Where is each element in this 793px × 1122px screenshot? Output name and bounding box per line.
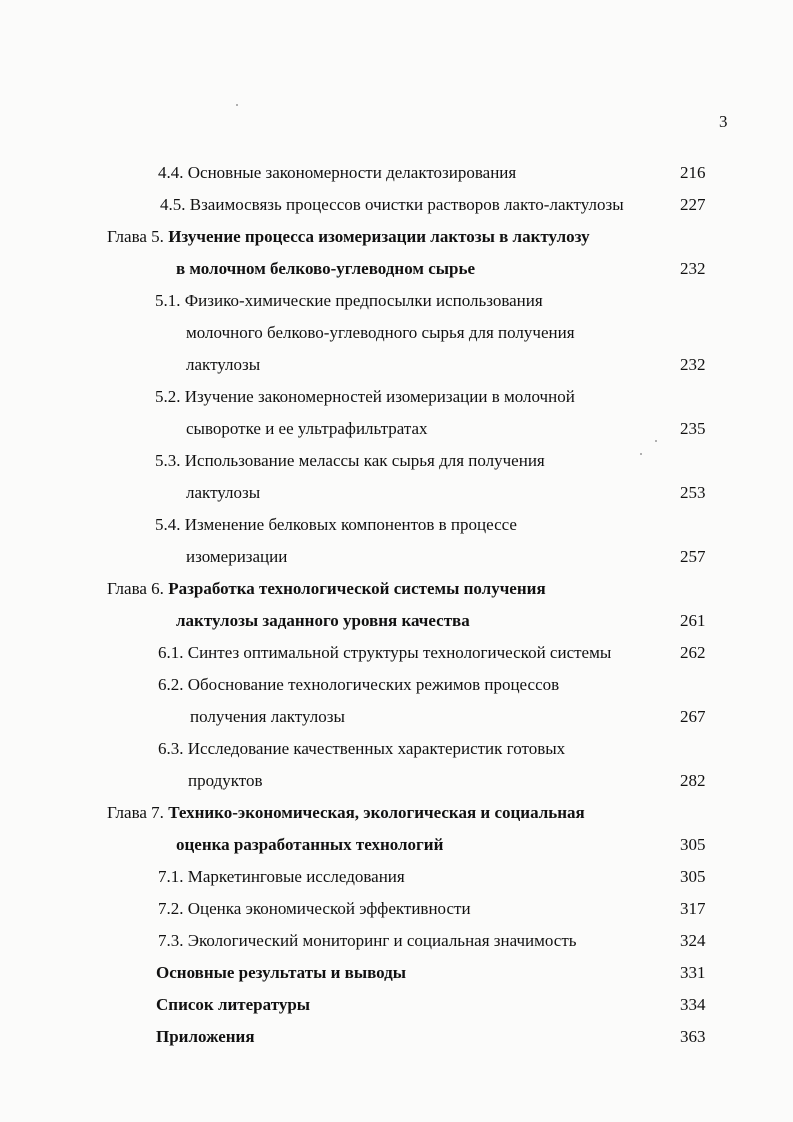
toc-entry-7-1: 7.1. Маркетинговые исследования [158,867,405,886]
toc-chapter-5-title [107,224,590,250]
chapter-5-title-line-1: Изучение процесса изомеризации лактозы в лактулозу [168,227,590,246]
toc-entry-7-2: 7.2. Оценка экономической эффективности [158,899,471,918]
toc-page-5-1: 232 [680,355,706,374]
toc-entry-appendices: Приложения [156,1027,255,1046]
chapter-6-title-line-1: Разработка технологической системы получения [168,579,546,598]
toc-page-7-3: 324 [680,931,706,950]
chapter-5-title-line-2: в молочном белково-углеводном сырье [176,259,476,278]
toc-entry-7-3: 7.3. Экологический мониторинг и социальная значимость [158,931,577,950]
toc-page-6-1: 262 [680,643,706,662]
toc-entry-literature: Список литературы [156,995,311,1014]
toc-entry-6-2-line-1: 6.2. Обоснование технологических режимов процессов [158,675,560,694]
toc-entry-4-5: 4.5. Взаимосвязь процессов очистки растворов лакто-лактулозы [160,195,624,214]
toc-entry-6-2-line-2: получения лактулозы [190,707,345,726]
toc-page-literature: 334 [680,995,706,1014]
scan-speck [655,440,657,442]
toc-page-4-4: 216 [680,163,706,182]
toc-page-5-2: 235 [680,419,706,438]
toc-entry-5-2-line-1: 5.2. Изучение закономерностей изомеризации в молочной [155,387,575,406]
toc-chapter-7-title [107,800,585,826]
chapter-7-title-line-1: Технико-экономическая, экологическая и социальная [168,803,585,822]
toc-page-7-1: 305 [680,867,706,886]
toc-entry-5-1-line-1: 5.1. Физико-химические предпосылки использования [155,291,543,310]
toc-entry-5-3-line-1: 5.3. Использование мелассы как сырья для получения [155,451,545,470]
toc-page-5-3: 253 [680,483,706,502]
scan-speck [236,104,238,106]
toc-page-4-5: 227 [680,195,706,214]
toc-entry-5-1-line-3: лактулозы [186,355,261,374]
toc-entry-4-4: 4.4. Основные закономерности делактозирования [158,163,517,182]
chapter-7-title-line-2: оценка разработанных технологий [176,835,444,854]
toc-page-7-2: 317 [680,899,706,918]
toc-page-chapter-5: 232 [680,259,706,278]
toc-entry-6-3-line-1: 6.3. Исследование качественных характеристик готовых [158,739,566,758]
toc-entry-5-4-line-1: 5.4. Изменение белковых компонентов в процессе [155,515,517,534]
chapter-6-prefix: Глава 6. [107,579,169,598]
page-number: 3 [719,112,728,131]
toc-page-6-2: 267 [680,707,706,726]
toc-entry-6-3-line-2: продуктов [188,771,263,790]
toc-entry-5-3-line-2: лактулозы [186,483,261,502]
toc-entry-5-1-line-2: молочного белково-углеводного сырья для получения [186,323,575,342]
toc-page-chapter-7: 305 [680,835,706,854]
toc-entry-5-4-line-2: изомеризации [186,547,288,566]
toc-entry-results: Основные результаты и выводы [156,963,407,982]
chapter-5-prefix: Глава 5. [107,227,169,246]
chapter-6-title-line-2: лактулозы заданного уровня качества [176,611,470,630]
toc-page-appendices: 363 [680,1027,706,1046]
toc-page-results: 331 [680,963,706,982]
scan-speck [640,453,642,455]
toc-page-5-4: 257 [680,547,706,566]
toc-page-6-3: 282 [680,771,706,790]
toc-entry-6-1: 6.1. Синтез оптимальной структуры технологической системы [158,643,612,662]
toc-chapter-6-title [107,576,546,602]
toc-entry-5-2-line-2: сыворотке и ее ультрафильтратах [186,419,428,438]
toc-page-chapter-6: 261 [680,611,706,630]
chapter-7-prefix: Глава 7. [107,803,169,822]
